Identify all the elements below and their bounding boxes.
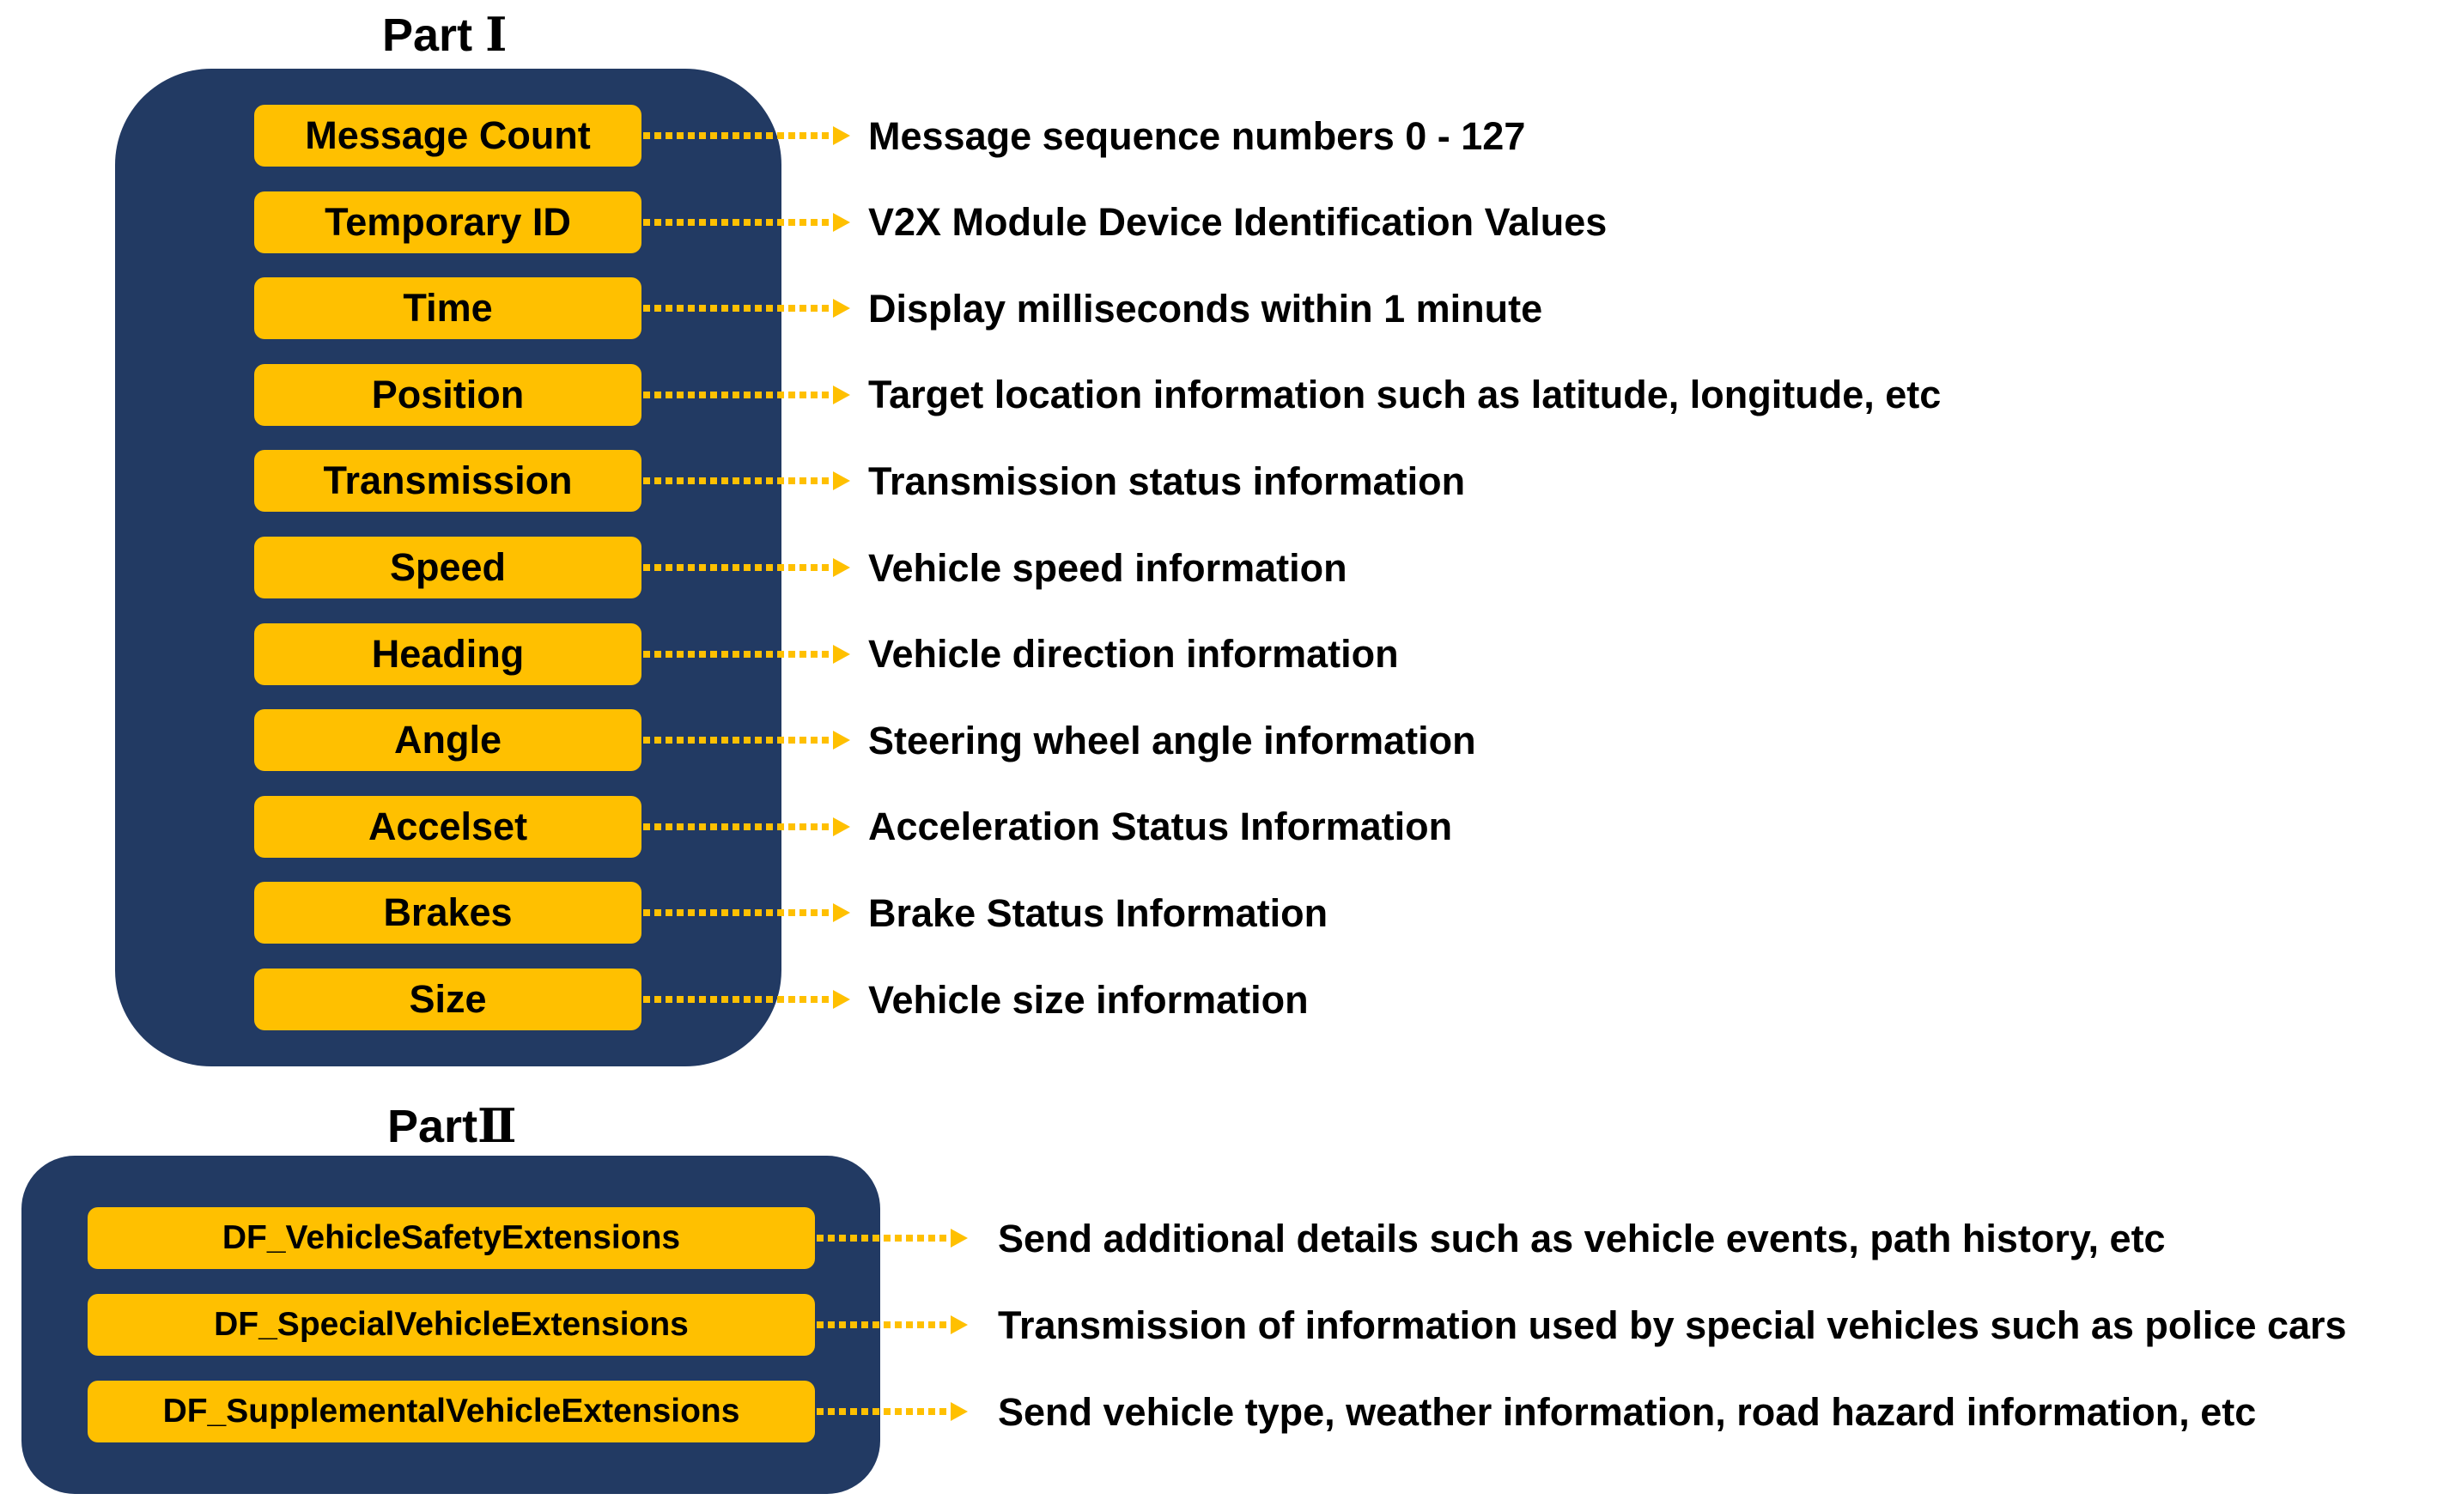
dotted-arrow-icon (641, 471, 850, 490)
field-description: Vehicle size information (868, 977, 1309, 1022)
field-description: Send additional details such as vehicle events, path history, etc (998, 1216, 2166, 1260)
part-2-title-prefix: Part (387, 1101, 478, 1152)
dotted-arrow-icon (641, 731, 850, 750)
field-description: Send vehicle type, weather information, road hazard information, etc (998, 1389, 2257, 1434)
field-description: Transmission of information used by special vehicles such as police cars (998, 1303, 2347, 1347)
dotted-arrow-icon (641, 645, 850, 664)
field-label: Time (403, 286, 493, 331)
field-label: Brakes (383, 890, 513, 935)
dotted-arrow-icon (641, 990, 850, 1009)
field-label: Transmission (323, 458, 573, 503)
dotted-arrow-icon (815, 1315, 968, 1334)
part-2-title (387, 1103, 517, 1150)
field-box (254, 277, 641, 339)
field-description: Transmission status information (868, 458, 1466, 503)
field-description: Message sequence numbers 0 - 127 (868, 113, 1526, 158)
field-box (254, 191, 641, 253)
field-description: Steering wheel angle information (868, 718, 1476, 762)
field-box (88, 1294, 815, 1356)
field-label: Speed (389, 545, 507, 589)
field-box (254, 709, 641, 771)
field-box (254, 450, 641, 512)
field-description: Brake Status Information (868, 890, 1328, 935)
field-description: Target location information such as latitude, longitude, etc (868, 373, 1942, 417)
field-box (254, 105, 641, 167)
field-description: Vehicle direction information (868, 632, 1399, 677)
dotted-arrow-icon (815, 1229, 968, 1248)
field-description: Vehicle speed information (868, 545, 1347, 590)
part-1-title (382, 9, 508, 61)
field-label: Angle (393, 718, 502, 762)
field-description: Acceleration Status Information (868, 805, 1453, 849)
field-box (254, 969, 641, 1030)
field-label: Size (409, 977, 487, 1021)
part-2-title-numeral: Ⅱ (477, 1101, 517, 1152)
dotted-arrow-icon (641, 126, 850, 145)
dotted-arrow-icon (641, 817, 850, 836)
field-box (88, 1381, 815, 1442)
field-label: Accelset (368, 804, 528, 848)
field-description: V2X Module Device Identification Values (868, 200, 1608, 245)
field-label: Position (371, 372, 525, 416)
dotted-arrow-icon (641, 299, 850, 318)
dotted-arrow-icon (641, 558, 850, 577)
part-1-title-prefix: Part (382, 9, 473, 61)
field-box (254, 537, 641, 598)
field-label: Message Count (305, 113, 591, 157)
field-box (254, 623, 641, 685)
field-label: DF_SpecialVehicleExtensions (214, 1306, 689, 1343)
field-label: Heading (371, 631, 525, 676)
part-1-title-numeral: Ⅰ (485, 9, 508, 61)
dotted-arrow-icon (641, 386, 850, 404)
dotted-arrow-icon (641, 213, 850, 232)
field-description: Display milliseconds within 1 minute (868, 286, 1543, 331)
field-label: DF_VehicleSafetyExtensions (222, 1219, 681, 1256)
field-label: DF_SupplementalVehicleExtensions (162, 1393, 740, 1430)
field-box (88, 1207, 815, 1269)
dotted-arrow-icon (815, 1402, 968, 1421)
field-box (254, 796, 641, 858)
field-box (254, 882, 641, 944)
dotted-arrow-icon (641, 903, 850, 922)
field-box (254, 364, 641, 426)
field-label: Temporary ID (325, 199, 571, 244)
